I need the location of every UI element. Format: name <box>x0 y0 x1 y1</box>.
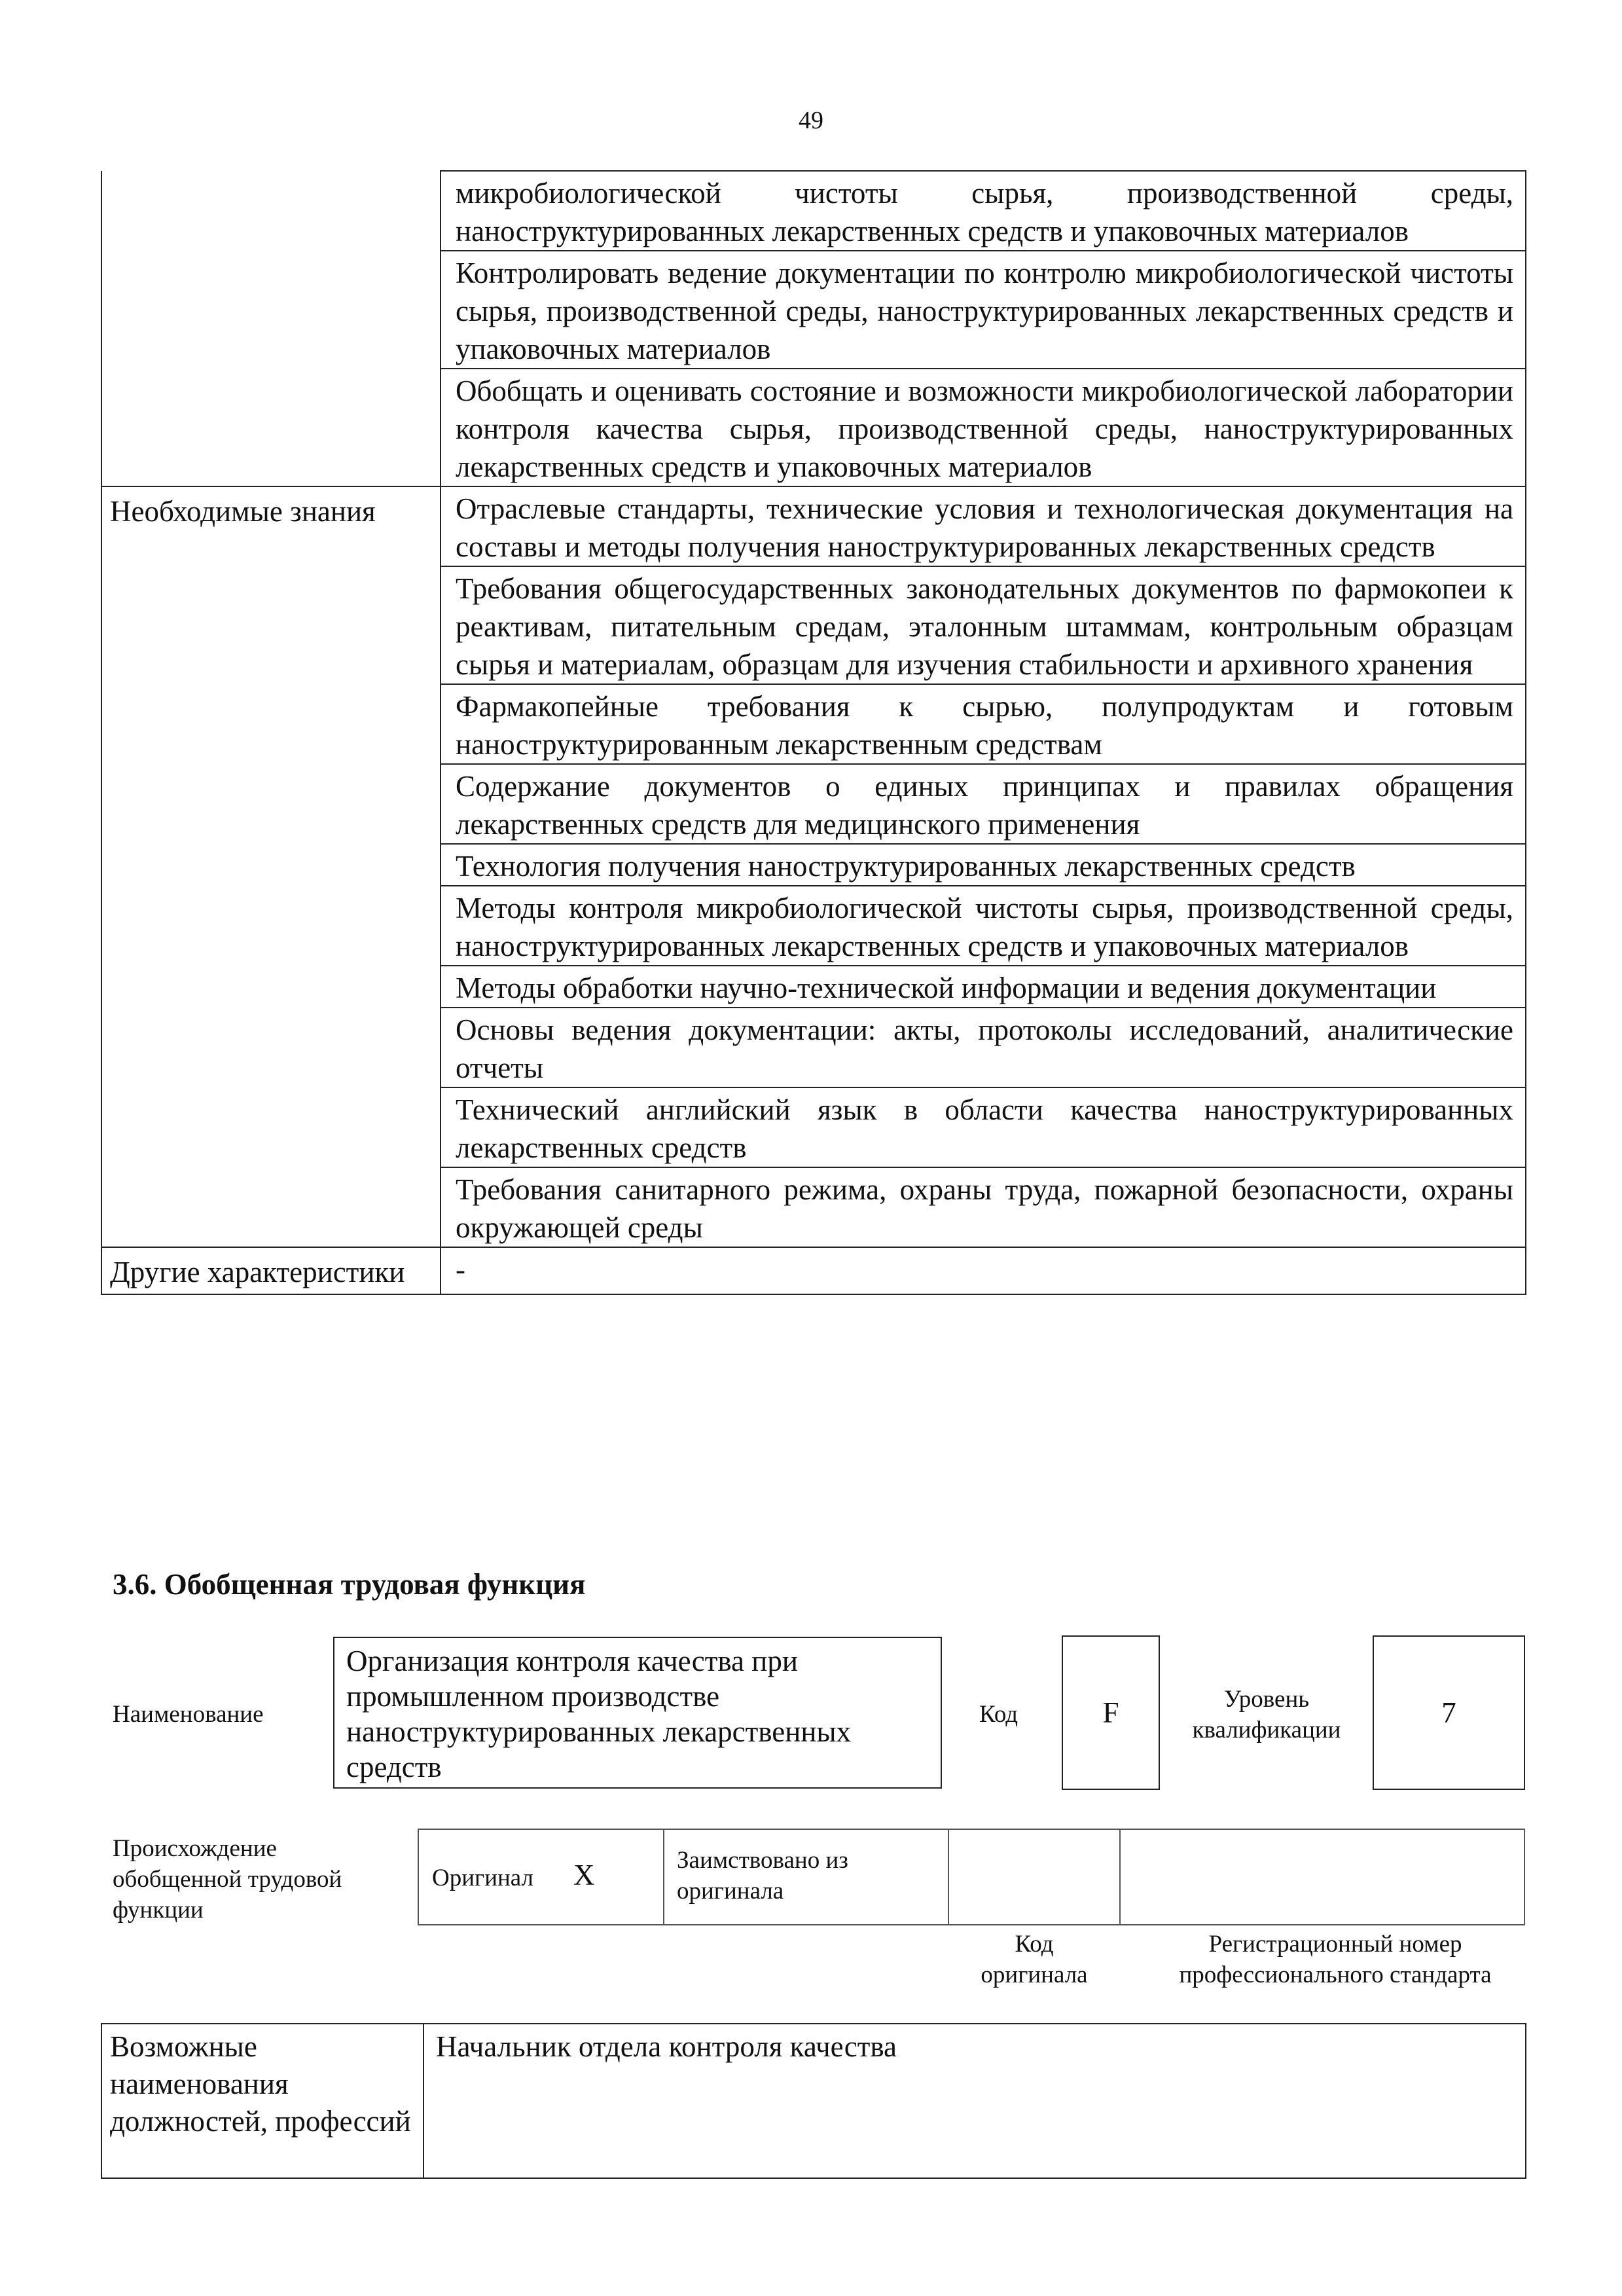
knowledge-item: Отраслевые стандарты, технические условия и технологическая документация на составы и методы получения наноструктурированных лекарственных средств <box>441 486 1526 566</box>
knowledge-item: Требования санитарного режима, охраны труда, пожарной безопасности, охраны окружающей среды <box>441 1167 1526 1247</box>
knowledge-item: Методы обработки научно-технической информации и ведения документации <box>441 966 1526 1008</box>
knowledge-item: Фармакопейные требования к сырью, полупродуктам и готовым наноструктурированным лекарственным средствам <box>441 684 1526 764</box>
qualification-level-label: Уровень квалификации <box>1192 1686 1341 1743</box>
registration-number-label: Регистрационный номер профессионального стандарта <box>1179 1931 1492 1988</box>
knowledge-item: Технический английский язык в области качества наноструктурированных лекарственных средств <box>441 1087 1526 1167</box>
table-row <box>101 2024 1526 2178</box>
code-label: Код <box>979 1701 1018 1728</box>
knowledge-label: Необходимые знания <box>101 486 441 1247</box>
origin-label: Происхождение обобщенной трудовой функции <box>113 1835 342 1923</box>
divider <box>663 1830 664 1924</box>
positions-value: Начальник отдела контроля качества <box>424 2024 1526 2178</box>
positions-label: Возможные наименования должностей, профессий <box>101 2024 424 2178</box>
table-row <box>101 486 1526 566</box>
original-label: Оригинал <box>432 1865 534 1891</box>
code-original-label: Код оригинала <box>981 1931 1088 1988</box>
name-value: Организация контроля качества при промышленном производстве наноструктурированных лекарственных средств <box>333 1637 942 1789</box>
divider <box>1119 1830 1121 1924</box>
empty-label-cell <box>101 171 441 486</box>
name-label: Наименование <box>113 1701 264 1728</box>
knowledge-item: Содержание документов о единых принципах и правилах обращения лекарственных средств для медицинского применения <box>441 764 1526 844</box>
divider <box>418 1830 419 1924</box>
section-title: 3.6. Обобщенная трудовая функция <box>113 1568 586 1601</box>
skills-knowledge-table <box>101 170 1526 1295</box>
qualification-level-value: 7 <box>1373 1635 1525 1790</box>
knowledge-item: Технология получения наноструктурированных лекарственных средств <box>441 844 1526 886</box>
positions-table <box>101 2023 1526 2179</box>
table-row <box>101 1247 1526 1294</box>
other-characteristics-value: - <box>441 1247 1526 1294</box>
table-cell: Контролировать ведение документации по контролю микробиологической чистоты сырья, производственной среды, наноструктурированных лекарственных средств и упаковочных материалов <box>441 251 1526 369</box>
original-mark: X <box>573 1859 595 1891</box>
borrowed-label: Заимствовано из оригинала <box>677 1847 848 1904</box>
table-cell: Обобщать и оценивать состояние и возможности микробиологической лаборатории контроля качества сырья, производственной среды, наноструктурированных лекарственных средств и упаковочных материалов <box>441 369 1526 486</box>
knowledge-item: Методы контроля микробиологической чистоты сырья, производственной среды, наноструктурированных лекарственных средств и упаковочных материалов <box>441 886 1526 966</box>
code-value: F <box>1062 1635 1160 1790</box>
divider <box>948 1830 949 1924</box>
other-characteristics-label: Другие характеристики <box>101 1247 441 1294</box>
page-number: 49 <box>799 107 823 134</box>
divider <box>1524 1830 1525 1924</box>
knowledge-item: Основы ведения документации: акты, протоколы исследований, аналитические отчеты <box>441 1008 1526 1087</box>
table-row <box>101 171 1526 251</box>
knowledge-item: Требования общегосударственных законодательных документов по фармокопеи к реактивам, питательным средам, эталонным штаммам, контрольным образцам сырья и материалам, образцам для изучения стабильности и архивного хранения <box>441 566 1526 684</box>
table-cell: микробиологической чистоты сырья, производственной среды, наноструктурированных лекарственных средств и упаковочных материалов <box>441 171 1526 251</box>
